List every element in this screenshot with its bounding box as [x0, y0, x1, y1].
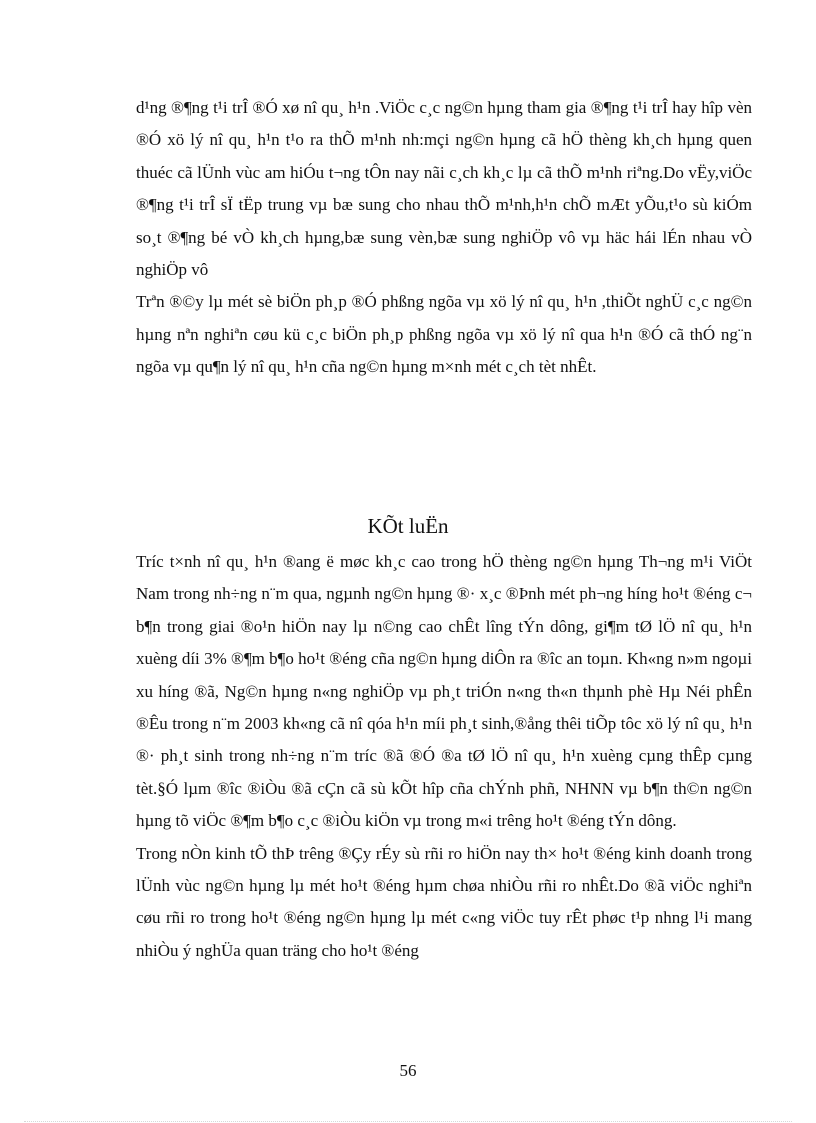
body-text-top: [136, 92, 752, 384]
paragraph-conclusion-2: Trong nÒn kinh tÕ thÞ trêng ®Çy rÉy sù rñi ro hiÖn nay th× ho¹t ®éng kinh doanh trong lÜnh vùc ng©n hµng lµ mét ho¹t ®éng hµm chøa nhiÒu rñi ro nhÊt.Do ®ã viÖc nghiªn cøu rñi ro trong ho¹t ®éng ng©n hµng lµ mét c«ng viÖc tuy rÊt phøc t¹p nhng l¹i mang nhiÒu ý nghÜa quan träng cho ho¹t ®éng: [136, 843, 752, 960]
paragraph-conclusion-1: Tríc t×nh nî qu¸ h¹n ®ang ë møc kh¸c cao trong hÖ thèng ng©n hµng Th¬ng m¹i ViÖt Nam trong nh÷ng n¨m qua, ngµnh ng©n hµng ®· x¸c ®Þnh mét ph¬ng híng ho¹t ®éng c¬ b¶n trong giai ®o¹n hiÖn nay lµ n©ng cao chÊt lîng tÝn dông, gi¶m tØ lÖ nî qu¸ h¹n xuèng díi 3% ®¶m b¶o ho¹t ®éng cña ng©n hµng diÔn ra ®îc an toµn. Kh«ng n»m ngoµi xu híng ®ã, Ng©n hµng n«ng nghiÖp vµ ph¸t triÓn n«ng th«n thµnh phè Hµ Néi phÊn ®Êu trong n¨m 2003 kh«ng cã nî qóa h¹n míi ph¸t sinh,®ång thêi tiÕp tôc xö lý nî qu¸ h¹n ®· ph¸t sinh trong nh÷ng n¨m tríc ®ã ®Ó ®a tØ lÖ nî qu¸ h¹n xuèng cµng thÊp cµng tèt.§Ó lµm ®îc ®iÒu ®ã cÇn cã sù kÕt hîp cña chÝnh phñ, NHNN vµ b¶n th©n ng©n hµng tõ viÖc ®¶m b¶o c¸c ®iÒu kiÖn vµ trong m«i trêng ho¹t ®éng tÝn dông.: [136, 552, 752, 831]
page-bottom-divider: [24, 1121, 792, 1122]
body-text-conclusion: [136, 546, 752, 967]
paragraph-syndicated-lending: d¹ng ®¶ng t¹i trÎ ®Ó xø nî qu¸ h¹n .ViÖc c¸c ng©n hµng tham gia ®¶ng t¹i trÎ hay hîp vèn ®Ó xö lý nî qu¸ h¹n t¹o ra thÕ m¹nh nh:mçi ng©n hµng cã hÖ thèng kh¸ch hµng quen thuéc cã lÜnh vùc am hiÓu t¬ng tÔn nay nãi c¸ch kh¸c lµ cã thÕ m¹nh riªng.Do vËy,viÖc ®¶ng t¹i trÎ sÏ tËp trung vµ bæ sung cho nhau thÕ m¹nh,h¹n chÕ mÆt yÕu,t¹o sù kiÓm so¸t ®¶ng bé vÒ kh¸ch hµng,bæ sung vèn,bæ sung nghiÖp vô vµ häc hái lÉn nhau vÒ nghiÖp vô: [136, 98, 752, 280]
page-number: 56: [399, 1061, 417, 1080]
section-heading-conclusion: KÕt luËn: [367, 514, 449, 538]
paragraph-measures-summary: Trªn ®©y lµ mét sè biÖn ph¸p ®Ó phßng ngõa vµ xö lý nî qu¸ h¹n ,thiÕt nghÜ c¸c ng©n hµng nªn nghiªn cøu kü c¸c biÖn ph¸p phßng ngõa vµ xö lý nî qua h¹n ®Ó cã thÓ ng¨n ngõa vµ qu¶n lý nî qu¸ h¹n cña ng©n hµng m×nh mét c¸ch tèt nhÊt.: [136, 292, 752, 377]
